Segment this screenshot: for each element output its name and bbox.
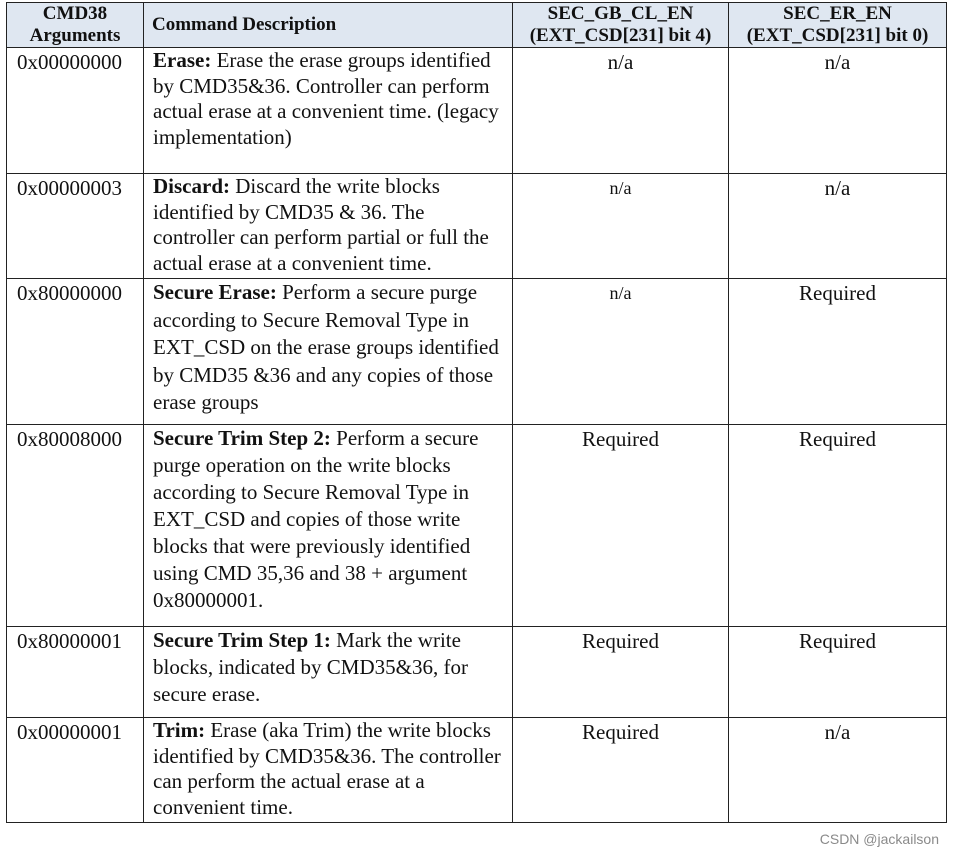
sec-gb-cl-en-cell: Required [513, 718, 729, 823]
command-name: Erase: [153, 48, 212, 72]
sec-er-en-cell: Required [729, 425, 947, 627]
sec-gb-cl-en-cell: Required [513, 425, 729, 627]
sec-gb-cl-en-cell: Required [513, 627, 729, 718]
watermark: CSDN @jackailson [819, 831, 939, 847]
command-name: Secure Trim Step 1: [153, 628, 331, 652]
header-sec-gb-cl-en [513, 3, 729, 48]
sec-er-en-cell: n/a [729, 48, 947, 174]
table-header-row [7, 3, 947, 48]
description-cell [144, 48, 513, 174]
command-name: Secure Trim Step 2: [153, 426, 331, 450]
sec-gb-cl-en-cell: n/a [513, 279, 729, 425]
argument-cell: 0x80008000 [7, 425, 144, 627]
header-sec-er-en [729, 3, 947, 48]
description-cell [144, 627, 513, 718]
sec-er-en-cell: n/a [729, 174, 947, 279]
table-row [7, 627, 947, 718]
table-row [7, 279, 947, 425]
command-description: Perform a secure purge operation on the write blocks according to Secure Removal Type in EXT_CSD and copies of those write blocks that were previously identified using CMD 35,36 and 38 + argument 0x80000001. [153, 426, 479, 612]
sec-er-en-cell: Required [729, 627, 947, 718]
command-name: Secure Erase: [153, 280, 277, 304]
sec-gb-cl-en-cell: n/a [513, 48, 729, 174]
header-arguments [7, 3, 144, 48]
table-row [7, 718, 947, 823]
command-description: Discard the write blocks identified by CMD35 & 36. The controller can perform partial or full the actual erase at a convenient time. [153, 174, 489, 275]
command-description: Mark the write blocks, indicated by CMD35&36, for secure erase. [153, 628, 468, 706]
header-gb-line2: (EXT_CSD[231] bit 4) [529, 25, 712, 46]
header-er-line2: (EXT_CSD[231] bit 0) [746, 25, 929, 46]
description-cell [144, 425, 513, 627]
command-name: Discard: [153, 174, 230, 198]
table-row [7, 425, 947, 627]
table-row [7, 48, 947, 174]
description-cell [144, 174, 513, 279]
argument-cell: 0x00000000 [7, 48, 144, 174]
header-description: Command Description [144, 3, 513, 48]
description-cell [144, 279, 513, 425]
header-gb-line1: SEC_GB_CL_EN [547, 3, 694, 24]
description-cell [144, 718, 513, 823]
argument-cell: 0x00000001 [7, 718, 144, 823]
command-description: Erase (aka Trim) the write blocks identified by CMD35&36. The controller can perform the actual erase at a convenient time. [153, 718, 501, 819]
header-arguments-line2: Arguments [29, 25, 121, 46]
header-arguments-line1: CMD38 [42, 3, 108, 24]
argument-cell: 0x80000000 [7, 279, 144, 425]
argument-cell: 0x80000001 [7, 627, 144, 718]
argument-cell: 0x00000003 [7, 174, 144, 279]
sec-er-en-cell: n/a [729, 718, 947, 823]
table-row [7, 174, 947, 279]
cmd38-arguments-table [6, 2, 947, 823]
command-name: Trim: [153, 718, 206, 742]
command-description: Perform a secure purge according to Secure Removal Type in EXT_CSD on the erase groups identified by CMD35 &36 and any copies of those erase groups [153, 280, 499, 414]
command-description: Erase the erase groups identified by CMD35&36. Controller can perform actual erase at a convenient time. (legacy implementation) [153, 48, 499, 149]
sec-gb-cl-en-cell: n/a [513, 174, 729, 279]
header-er-line1: SEC_ER_EN [783, 3, 892, 24]
sec-er-en-cell: Required [729, 279, 947, 425]
